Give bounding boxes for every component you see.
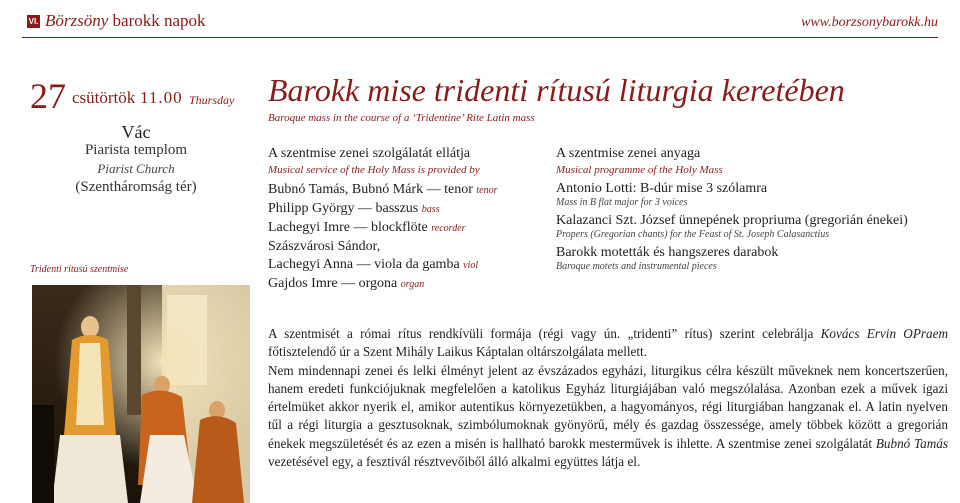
venue-city: Vác (121, 122, 151, 142)
festival-name (45, 11, 206, 31)
venue-name-en: Piarist Church (97, 161, 175, 176)
photo-caption: Tridenti rítusú szentmise (30, 264, 129, 275)
performers-heading: A szentmise zenei szolgálatát ellátja (268, 146, 471, 161)
performer-role-en: tenor (476, 185, 498, 196)
programme-subheading: Musical programme of the Holy Mass (556, 164, 723, 176)
event-title: Barokk mise tridenti rítusú liturgia keretében (268, 72, 845, 108)
performer-line (268, 238, 538, 256)
celebrant-name: Kovács Ervin OPraem (820, 326, 948, 341)
programme-item-en: Propers (Gregorian chants) for the Feast of St. Joseph Calasanctius (556, 229, 830, 240)
performer-role-en: recorder (431, 223, 466, 234)
performer-name: Philipp György — basszus (268, 201, 419, 216)
performers-subheading: Musical service of the Holy Mass is provided by (268, 164, 480, 176)
festival-name-italic: Börzsöny (45, 11, 109, 30)
performer-role-en: bass (421, 204, 440, 215)
performer-line (268, 200, 538, 219)
performer-name: Gajdos Imre — orgona (268, 276, 398, 291)
description-paragraph (268, 362, 948, 472)
performer-role-en: organ (400, 279, 425, 290)
performer-line (268, 219, 538, 238)
programme-heading: A szentmise zenei anyaga (556, 146, 701, 161)
venue-name: Piarista templom (84, 142, 188, 158)
mass-photo-image (32, 285, 250, 503)
venue-address: (Szentháromság tér) (75, 179, 197, 195)
performers-section (268, 146, 538, 294)
desc-text: Nem mindennapi zenei és lelki élményt jelent az évszázados egyházi, liturgikus célra készült műveknek nem koncertszerűen, hanem eredeti funkciójuknak megfelelően a katolikus Egyház liturgiájában való megszólalása. Azonban ezek a művek igazi értelmüket akkor nyerik el, amikor autentikus környezetükben, a hagyományos, régi liturgiában hangzanak el. A latin nyelven tűl a régi liturgia a gesztusoknak, szimbólumoknak gyönyörű, mély és gazdag összessége, amely többek között a gregorián énekek megszületését és az ezen a misén is hallható barokk mesterművek is ihlette. A szentmise zenei szolgálatát (268, 362, 948, 451)
programme-item: Kalazanci Szt. József ünnepének propriuma (gregorián énekei) (556, 213, 908, 228)
performer-role-en: viol (463, 260, 479, 271)
performer-line (268, 275, 538, 294)
website-link[interactable]: www.borzsonybarokk.hu (801, 15, 938, 30)
event-day: 27 (30, 76, 66, 116)
mass-photo (32, 285, 250, 503)
festival-name-rest: barokk napok (108, 11, 206, 30)
event-time: 11.00 (140, 88, 183, 107)
programme-item: Antonio Lotti: B-dúr mise 3 szólamra (556, 181, 768, 196)
event-weekday-en: Thursday (189, 93, 235, 107)
performer-line (268, 256, 538, 275)
festival-logo: VI. (28, 17, 39, 26)
performer-name: Bubnó Tamás, Bubnó Márk — tenor (268, 182, 473, 197)
desc-text: vezetésével egy, a fesztivál résztvevőiből álló alkalmi együttes látja el. (268, 454, 641, 470)
desc-text: A szentmisét a római rítus rendkívüli formája (régi vagy ún. „tridenti” rítus) szerint celebrálja (268, 326, 821, 341)
performer-name: Szászvárosi Sándor, (268, 239, 381, 254)
performer-line (268, 181, 538, 200)
programme-item-en: Mass in B flat major for 3 voices (556, 197, 688, 208)
performer-name: Lachegyi Anna — viola da gamba (268, 257, 460, 272)
header-divider (22, 37, 938, 38)
desc-text: főtisztelendő úr a Szent Mihály Laikus Káptalan oltárszolgálata mellett. (268, 344, 648, 360)
description-paragraph (268, 325, 948, 362)
programme-item: Barokk motetták és hangszeres darabok (556, 245, 779, 260)
performer-name: Lachegyi Imre — blockflöte (268, 220, 428, 235)
event-description (268, 325, 948, 471)
programme-section (556, 146, 956, 277)
leader-name: Bubnó Tamás (875, 435, 948, 451)
event-subtitle: Baroque mass in the course of a ‘Tridentine’ Rite Latin mass (268, 112, 535, 124)
programme-item-en: Baroque motets and instrumental pieces (556, 261, 717, 272)
event-weekday: csütörtök (72, 88, 136, 107)
